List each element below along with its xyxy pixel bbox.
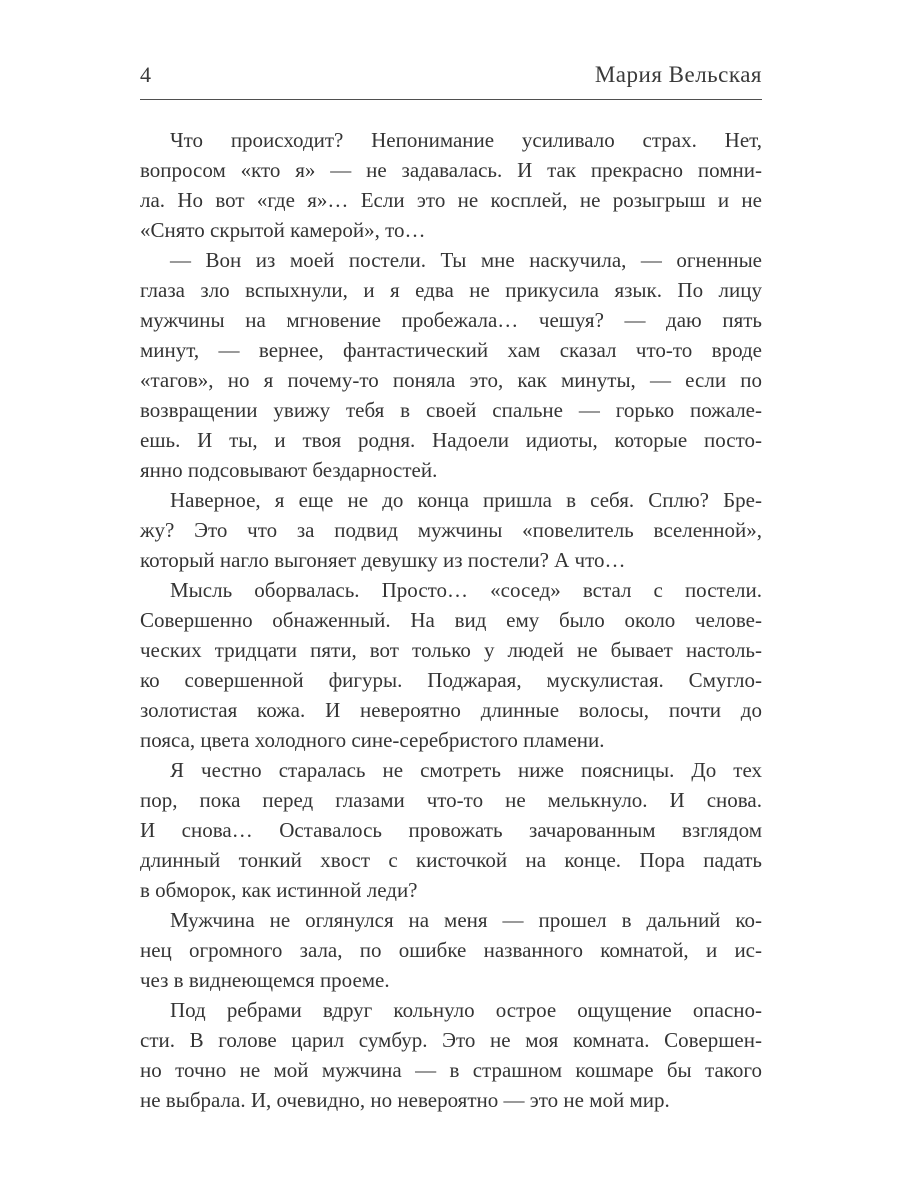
text-line: вопросом «кто я» — не задавалась. И так прекрасно помни-: [140, 158, 762, 182]
text-line: минут, — вернее, фантастический хам сказал что-то вроде: [140, 338, 762, 362]
text-line: не выбрала. И, очевидно, но невероятно — это не мой мир.: [140, 1088, 670, 1112]
page-number: 4: [140, 62, 151, 87]
text-line: Что происходит? Непонимание усиливало страх. Нет,: [170, 128, 762, 152]
text-line: который нагло выгоняет девушку из постели? А что…: [140, 548, 626, 572]
text-line: золотистая кожа. И невероятно длинные волосы, почти до: [140, 698, 762, 722]
paragraph: [140, 575, 762, 755]
text-block: [140, 125, 762, 1115]
text-line: жу? Это что за подвид мужчины «повелитель вселенной»,: [140, 518, 762, 542]
text-line: сти. В голове царил сумбур. Это не моя комната. Совершен-: [140, 1028, 762, 1052]
text-line: Мысль оборвалась. Просто… «сосед» встал с постели.: [170, 578, 762, 602]
text-line: возвращении увижу тебя в своей спальне — горько пожале-: [140, 398, 762, 422]
text-line: И снова… Оставалось провожать зачарованным взглядом: [140, 818, 762, 842]
text-line: «Снято скрытой камерой», то…: [140, 218, 426, 242]
text-line: пояса, цвета холодного сине-серебристого пламени.: [140, 728, 605, 752]
text-line: ко совершенной фигуры. Поджарая, мускулистая. Смугло-: [140, 668, 762, 692]
paragraph: [140, 125, 762, 245]
page-header: [140, 62, 762, 100]
text-line: ческих тридцати пяти, вот только у людей не бывает настоль-: [140, 638, 762, 662]
paragraph: [140, 755, 762, 905]
text-line: глаза зло вспыхнули, и я едва не прикусила язык. По лицу: [140, 278, 762, 302]
text-line: Мужчина не оглянулся на меня — прошел в дальний ко-: [170, 908, 762, 932]
text-line: ла. Но вот «где я»… Если это не косплей, не розыгрыш и не: [140, 188, 762, 212]
text-line: «тагов», но я почему-то поняла это, как минуты, — если по: [140, 368, 762, 392]
paragraph: [140, 485, 762, 575]
text-line: Я честно старалась не смотреть ниже поясницы. До тех: [170, 758, 762, 782]
text-line: Совершенно обнаженный. На вид ему было около челове-: [140, 608, 762, 632]
paragraph: [140, 245, 762, 485]
paragraph: [140, 905, 762, 995]
text-line: пор, пока перед глазами что-то не мелькнуло. И снова.: [140, 788, 762, 812]
text-line: в обморок, как истинной леди?: [140, 878, 418, 902]
text-line: чез в виднеющемся проеме.: [140, 968, 390, 992]
text-line: нец огромного зала, по ошибке названного комнатой, и ис-: [140, 938, 762, 962]
text-line: Наверное, я еще не до конца пришла в себя. Сплю? Бре-: [170, 488, 762, 512]
running-head-author: Мария Вельская: [594, 62, 762, 87]
text-line: янно подсовывают бездарностей.: [140, 458, 438, 482]
text-line: длинный тонкий хвост с кисточкой на конце. Пора падать: [140, 848, 762, 872]
text-line: но точно не мой мужчина — в страшном кошмаре бы такого: [140, 1058, 762, 1082]
text-line: мужчины на мгновение пробежала… чешуя? — даю пять: [140, 308, 762, 332]
paragraph: [140, 995, 762, 1115]
text-line: — Вон из моей постели. Ты мне наскучила, — огненные: [170, 248, 762, 272]
text-line: ешь. И ты, и твоя родня. Надоели идиоты, которые посто-: [140, 428, 762, 452]
text-line: Под ребрами вдруг кольнуло острое ощущение опасно-: [170, 998, 762, 1022]
